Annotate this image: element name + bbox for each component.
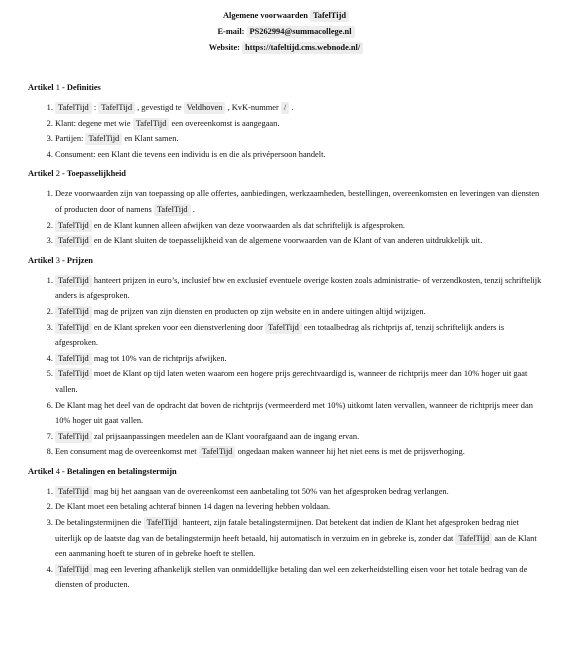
kvk-field[interactable]: /	[281, 102, 289, 114]
company-field[interactable]: TafelTijd	[55, 564, 92, 576]
item-text: Deze voorwaarden zijn van toepassing op alle offertes, aanbiedingen, werkzaamheden, bestellingen, overeenkomsten en leveringen van diensten of producten door of namens	[55, 189, 540, 214]
list-item	[55, 562, 544, 593]
list-item	[55, 147, 544, 163]
article-1-heading	[28, 82, 544, 94]
list-item	[55, 131, 544, 147]
article-heading-prefix: Artikel	[28, 255, 54, 265]
company-field[interactable]: TafelTijd	[55, 275, 92, 287]
article-number: 3	[55, 255, 60, 265]
item-text: :	[91, 103, 99, 112]
list-item	[55, 233, 544, 249]
list-item	[55, 273, 544, 304]
item-text: hanteert prijzen in euro’s, inclusief btw en exclusief eventuele overige kosten zoals administratie- of verzendkosten, tenzij schriftelijk anders is afgesproken.	[55, 275, 542, 301]
company-field[interactable]: TafelTijd	[144, 517, 181, 529]
article-title: - Betalingen en betalingstermijn	[61, 466, 177, 476]
list-item	[55, 444, 544, 460]
article-3-heading	[28, 255, 544, 267]
article-1-list	[28, 100, 544, 162]
website-line	[28, 40, 544, 56]
item-text: mag de prijzen van zijn diensten en producten op zijn website en in andere uitingen altijd wijzigen.	[91, 306, 426, 316]
item-text: en de Klant kunnen alleen afwijken van deze voorwaarden als dat schriftelijk is afgesproken.	[91, 220, 405, 230]
company-field[interactable]: TafelTijd	[55, 353, 92, 365]
company-field[interactable]: TafelTijd	[55, 306, 92, 318]
list-item	[55, 100, 544, 116]
website-field[interactable]: https://tafeltijd.cms.webnode.nl/	[242, 42, 363, 54]
list-item	[55, 499, 544, 515]
item-text: en Klant samen.	[122, 134, 179, 144]
item-text: .	[190, 204, 195, 214]
list-item	[55, 351, 544, 367]
list-item	[55, 186, 544, 217]
item-text: mag tot 10% van de richtprijs afwijken.	[91, 353, 227, 363]
company-field[interactable]: TafelTijd	[154, 204, 191, 216]
item-text: zal prijsaanpassingen meedelen aan de Klant voorafgaand aan de ingang ervan.	[91, 431, 360, 441]
company-field[interactable]: TafelTijd	[55, 220, 92, 232]
title-label: Algemene voorwaarden	[222, 11, 308, 20]
list-item	[55, 429, 544, 445]
item-text: en de Klant spreken voor een dienstverlening door	[91, 322, 266, 332]
company-field[interactable]: TafelTijd	[55, 235, 92, 247]
list-item	[55, 218, 544, 234]
list-item	[55, 366, 544, 397]
list-item	[55, 484, 544, 500]
item-text: De Klant moet een betaling achteraf binnen 14 dagen na levering hebben voldaan.	[55, 502, 331, 512]
item-text: mag een levering afhankelijk stellen van onmiddellijke betaling dan wel een zekerheidstelling eisen voor het totale bedrag van de diensten of producten.	[55, 564, 528, 590]
list-item	[55, 515, 544, 562]
list-item	[55, 320, 544, 351]
company-field[interactable]: TafelTijd	[98, 102, 135, 114]
item-text: een totaalbedrag als richtprijs af, tenzij schriftelijk anders is afgesproken.	[55, 322, 505, 348]
item-text: ongedaan maken wanneer hij het niet eens is met de prijsverhoging.	[235, 447, 465, 457]
company-field[interactable]: TafelTijd	[133, 118, 170, 130]
article-number: 1	[55, 83, 60, 92]
email-label: E-mail:	[217, 27, 245, 36]
item-text: Consument: een Klant die tevens een individu is en die als privépersoon handelt.	[55, 149, 326, 159]
article-heading-prefix: Artikel	[28, 169, 54, 179]
company-field[interactable]: TafelTijd	[265, 322, 302, 334]
article-4-list	[28, 484, 544, 593]
item-text: Partijen:	[55, 134, 86, 144]
item-text: , KvK-nummer	[225, 103, 281, 112]
article-2-heading	[28, 168, 544, 180]
article-2-list	[28, 186, 544, 248]
article-heading-prefix: Artikel	[28, 466, 54, 476]
company-field[interactable]: TafelTijd	[55, 431, 92, 443]
article-title: - Toepasselijkheid	[61, 169, 126, 179]
list-item	[55, 304, 544, 320]
header-spacer	[28, 56, 544, 82]
title-line	[28, 8, 544, 24]
list-item	[55, 398, 544, 429]
email-field[interactable]: PS262994@summacollege.nl	[247, 26, 355, 38]
email-line	[28, 24, 544, 40]
company-field[interactable]: TafelTijd	[55, 322, 92, 334]
company-field[interactable]: TafelTijd	[55, 102, 92, 114]
article-number: 2	[55, 169, 60, 179]
item-text: .	[289, 103, 294, 112]
company-field[interactable]: TafelTijd	[55, 368, 92, 380]
article-title: - Definities	[61, 83, 101, 92]
item-text: Klant: degene met wie	[55, 118, 133, 128]
website-label: Website:	[208, 43, 240, 52]
article-number: 4	[55, 466, 60, 476]
company-field[interactable]: TafelTijd	[85, 133, 122, 145]
company-field[interactable]: TafelTijd	[310, 10, 349, 22]
company-field[interactable]: TafelTijd	[55, 486, 92, 498]
item-text: De betalingstermijnen die	[55, 518, 144, 528]
item-text: en de Klant sluiten de toepasselijkheid van de algemene voorwaarden van de Klant of van anderen uitdrukkelijk uit.	[91, 236, 483, 246]
article-title: - Prijzen	[61, 255, 93, 265]
company-field[interactable]: TafelTijd	[199, 446, 236, 458]
city-field[interactable]: Veldhoven	[184, 102, 226, 114]
article-3-list	[28, 273, 544, 460]
company-field[interactable]: TafelTijd	[455, 533, 492, 545]
item-text: , gevestigd te	[135, 103, 184, 112]
list-item	[55, 116, 544, 132]
item-text: mag bij het aangaan van de overeenkomst een aanbetaling tot 50% van het afgesproken bedrag verlangen.	[91, 486, 449, 496]
document-header	[28, 8, 544, 56]
item-text: De Klant mag het deel van de opdracht dat boven de richtprijs (vermeerderd met 10%) uitkomt laten vervallen, wanneer de richtprijs meer dan 10% hoger uit gaat vallen.	[55, 400, 533, 426]
item-text: een overeenkomst is aangegaan.	[169, 118, 280, 128]
item-text: hanteert, zijn fatale betalingstermijnen. Dat betekent dat indien de Klant het afgesproken bedrag niet uiterlijk op de laatste dag van de betalingstermijn heeft betaald, hij automatisch in verzuim en in gebreke is, zonder dat	[55, 518, 519, 543]
article-heading-prefix: Artikel	[28, 83, 54, 92]
item-text: Een consument mag de overeenkomst met	[55, 447, 199, 457]
article-4-heading	[28, 466, 544, 478]
item-text: aan de Klant een aanmaning hoeft te sturen of in gebreke hoeft te stellen.	[55, 533, 537, 559]
item-text: moet de Klant op tijd laten weten waarom een hogere prijs gerechtvaardigd is, wanneer de richtprijs meer dan 10% hoger uit gaat vallen.	[55, 369, 528, 394]
